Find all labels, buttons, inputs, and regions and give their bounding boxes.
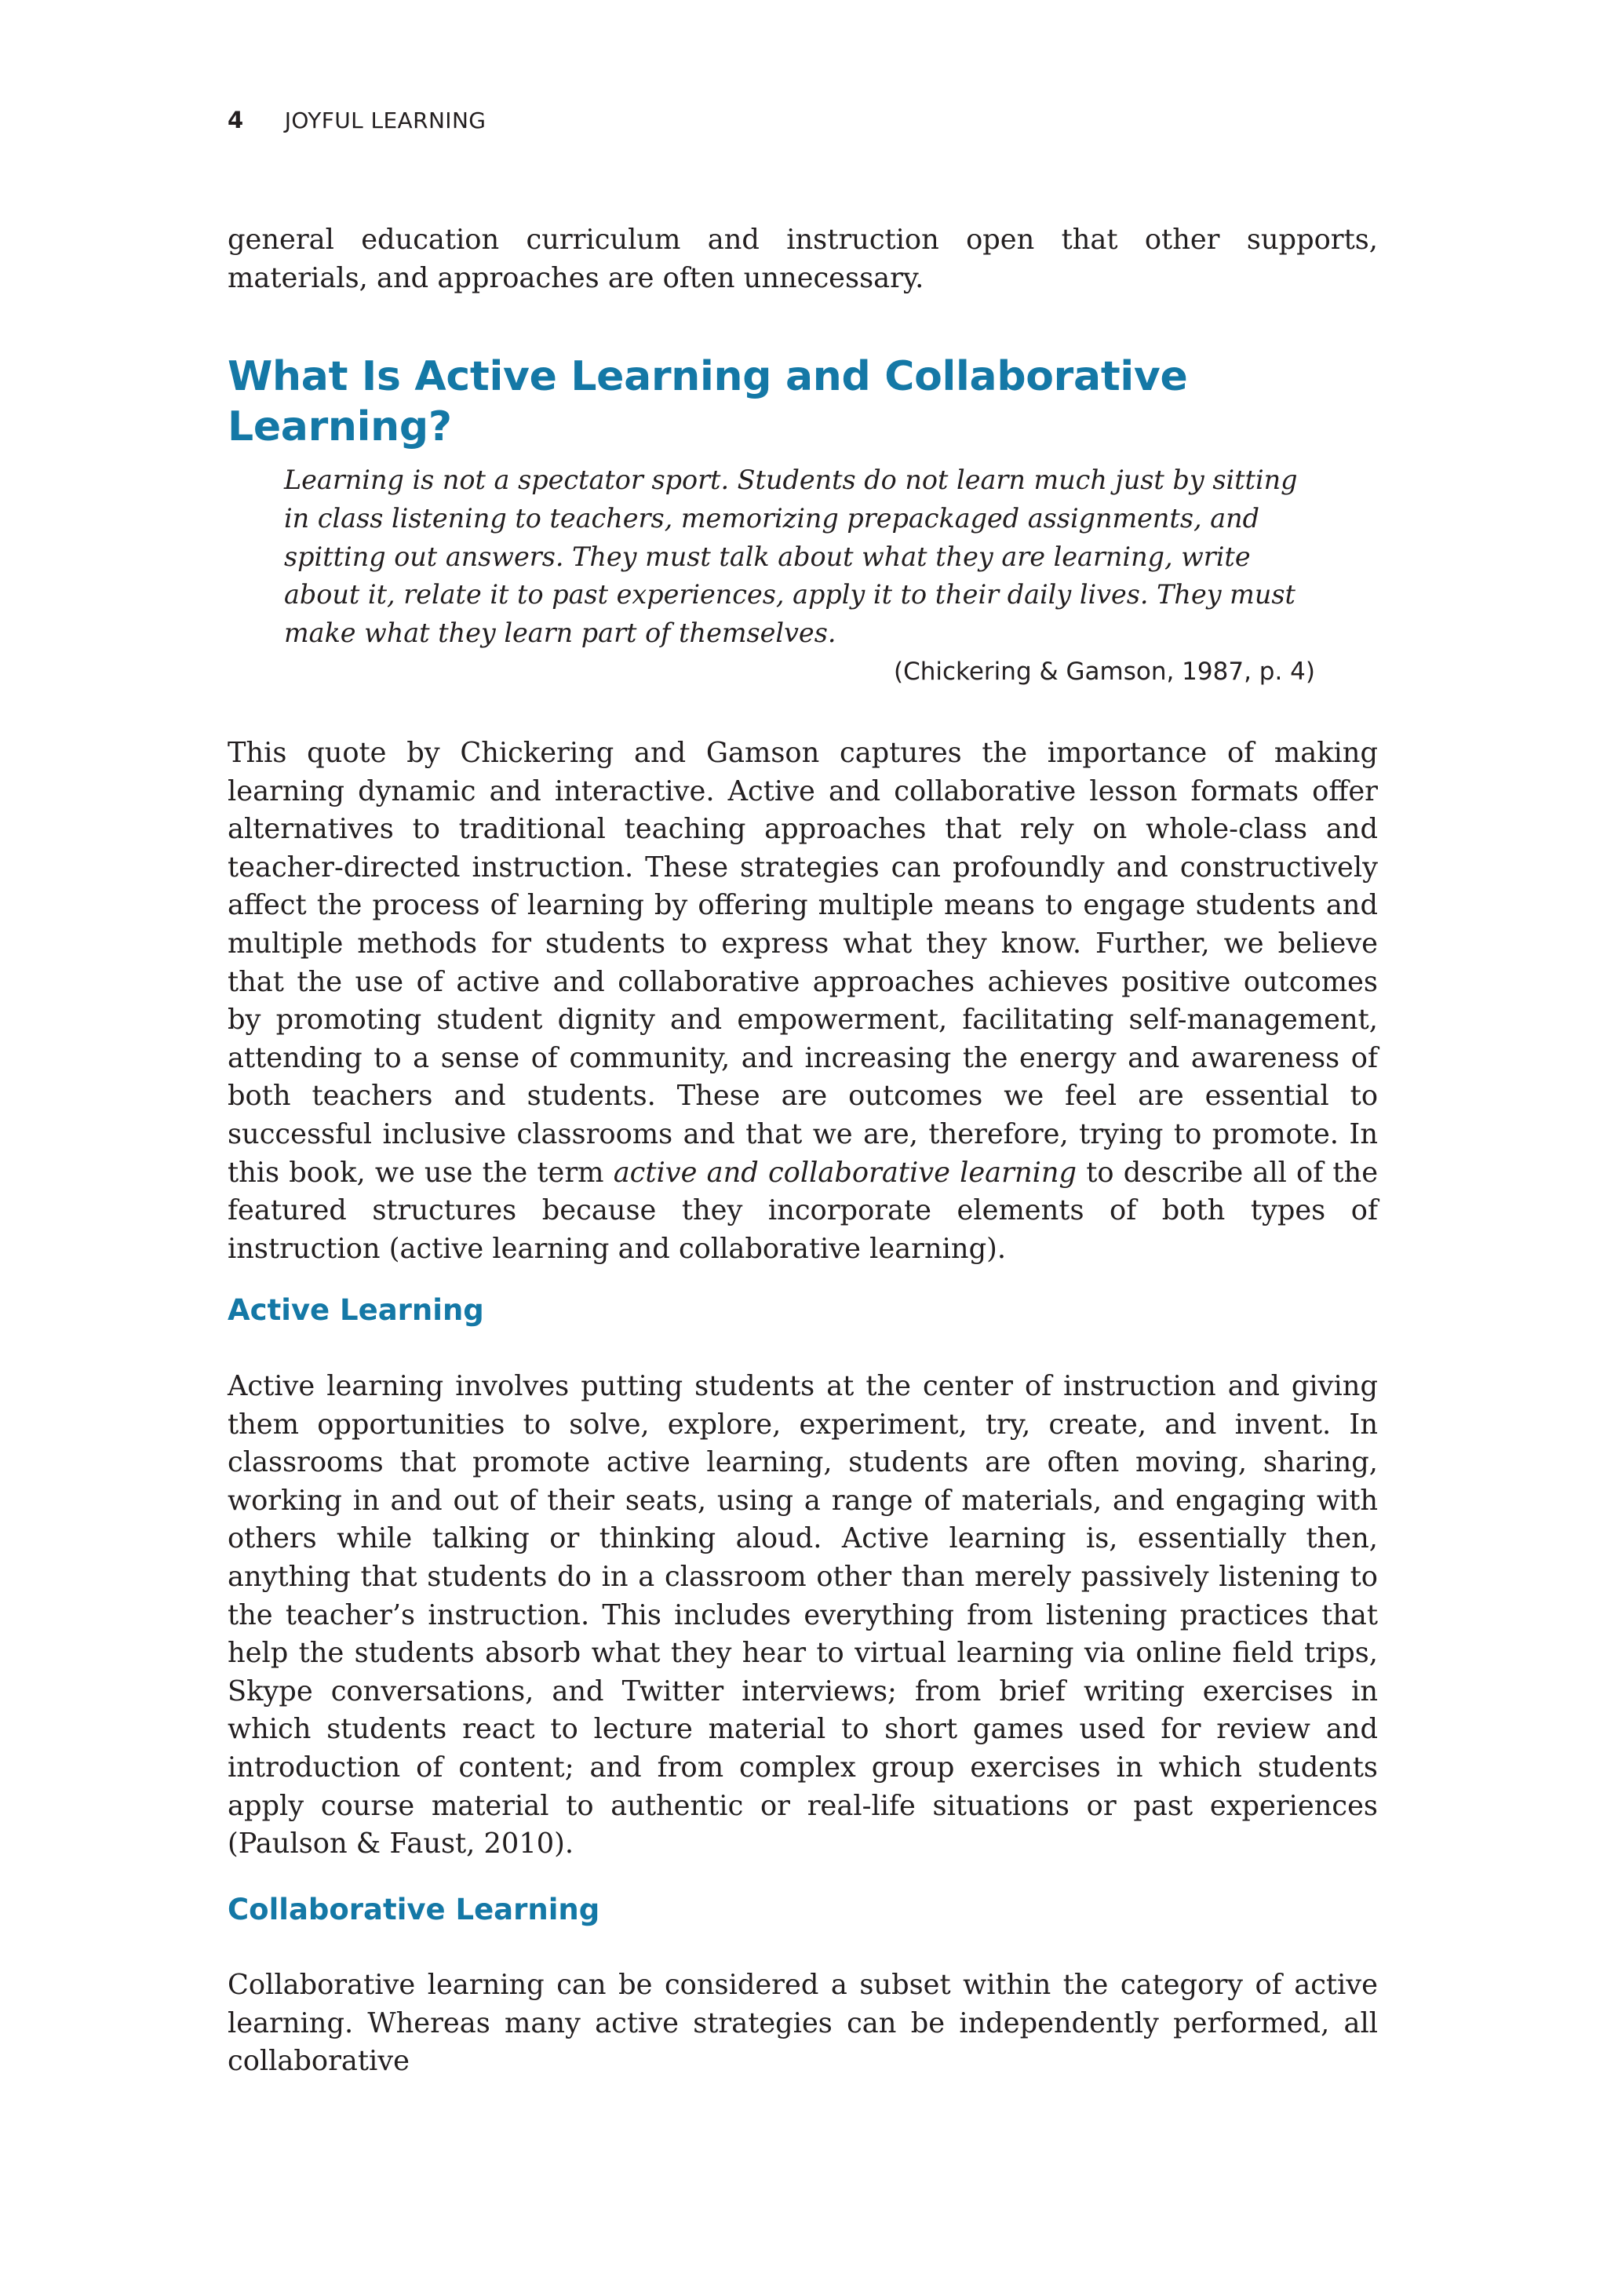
epigraph-quote: Learning is not a spectator sport. Students do not learn much just by sitting in class listening to teachers, memorizing prepackaged assignments, and spitting out answers. They must talk about what they are learning, write about it, relate it to past experiences, apply it to their daily lives. They must make what they learn part of themselves. <box>284 465 1298 649</box>
page-number: 4 <box>228 107 244 133</box>
epigraph-citation: (Chickering & Gamson, 1987, p. 4) <box>893 657 1315 686</box>
active-learning-paragraph: Active learning involves putting students at the center of instruction and giving them opportunities to solve, explore, experiment, try, create, and invent. In classrooms that promote active learning, students are often moving, sharing, working in and out of their seats, using a range of materials, and engaging with others while talking or thinking aloud. Active learning is, essentially then, anything that students do in a classroom other than merely passively listening to the teacher’s instruction. This includes everything from listening practices that help the students absorb what they hear to virtual learning via online field trips, Skype conversations, and Twitter interviews; from brief writing exercises in which students react to lecture material to short games used for review and introduction of content; and from complex group exercises in which students apply course material to authentic or real-life situations or past experiences (Paulson & Faust, 2010). <box>228 1370 1378 1860</box>
intro-paragraph-block <box>228 221 1378 297</box>
section-heading: What Is Active Learning and Collaborative Learning? <box>228 353 1188 450</box>
section-paragraph-text-1: This quote by Chickering and Gamson captures the importance of making learning dynamic and interactive. Active and collaborative lesson formats offer alternatives to traditional teaching approaches that rely on whole-class and teacher-directed instruction. These strategies can profoundly and constructively affect the process of learning by offering multiple means to engage students and multiple methods for students to express what they know. Further, we believe that the use of active and collaborative approaches achieves positive outcomes by promoting student dignity and empowerment, facilitating self-management, attending to a sense of community, and increasing the energy and awareness of both teachers and students. These are outcomes we feel are essential to successful inclusive classrooms and that we are, therefore, trying to promote. In this book, we use the term <box>228 737 1378 1189</box>
running-head-title: JOYFUL LEARNING <box>284 108 486 133</box>
epigraph <box>284 461 1328 691</box>
section-paragraph <box>228 734 1378 1268</box>
collaborative-learning-block <box>228 1966 1378 2081</box>
section-paragraph-block <box>228 734 1378 1268</box>
subheading-collaborative-learning: Collaborative Learning <box>228 1893 600 1926</box>
running-head <box>228 107 486 138</box>
section-paragraph-text-2: to describe all of the featured structures because they incorporate elements of both types of instruction (active learning and collaborative learning). <box>228 1156 1379 1265</box>
section-paragraph-italic-term: active and collaborative learning <box>613 1156 1077 1189</box>
collaborative-learning-paragraph: Collaborative learning can be considered a subset within the category of active learning. Whereas many active strategies can be independently performed, all collaborative <box>228 1969 1378 2078</box>
active-learning-block <box>228 1368 1378 1864</box>
subheading-active-learning: Active Learning <box>228 1293 484 1327</box>
intro-paragraph: general education curriculum and instruction open that other supports, materials, and approaches are often unnecessary. <box>228 224 1378 294</box>
